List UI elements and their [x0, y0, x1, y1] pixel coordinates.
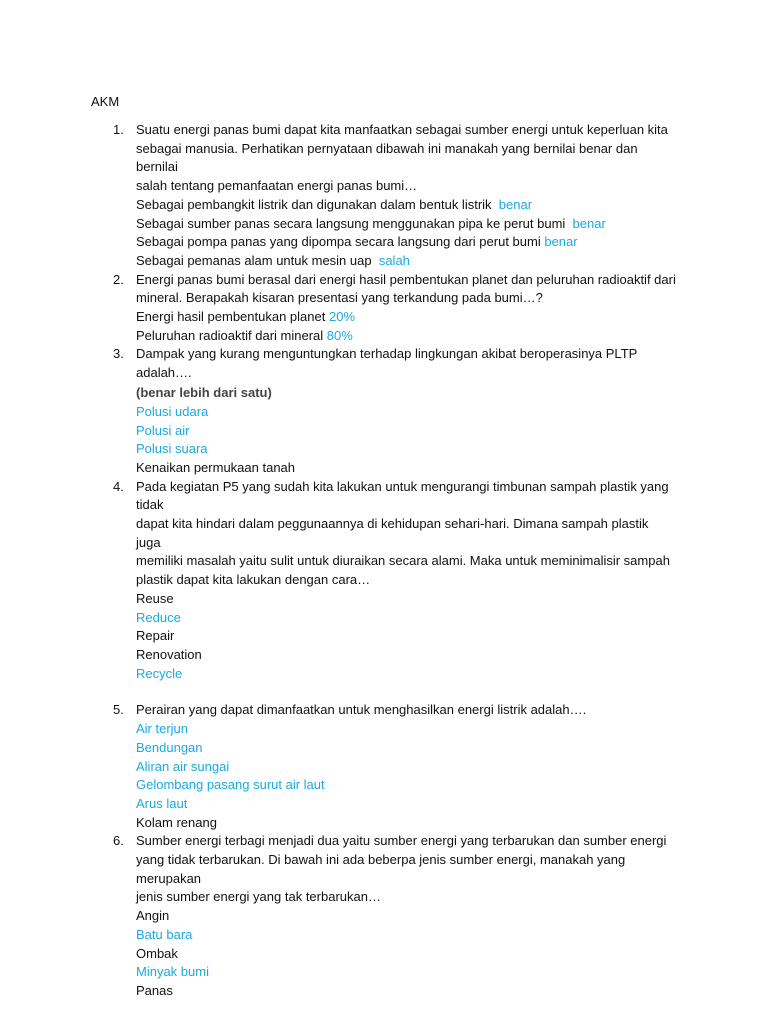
- question-line: yang tidak terbarukan. Di bawah ini ada beberpa jenis sumber energi, manakah yang merupakan: [136, 852, 626, 886]
- option-item: Reduce: [136, 609, 181, 625]
- answer-label: 20%: [328, 309, 356, 325]
- statement-item: [136, 252, 676, 271]
- option-item: Bendungan: [136, 739, 203, 755]
- option-item: Kenaikan permukaan tanah: [136, 459, 296, 475]
- question-line: mineral. Berapakah kisaran presentasi yang terkandung pada bumi…?: [136, 290, 543, 306]
- option-item: Recycle: [136, 665, 183, 681]
- question-5: [0, 701, 676, 832]
- option-item: Repair: [136, 628, 175, 644]
- option-item: Air terjun: [136, 721, 189, 737]
- option-item: Batu bara: [136, 926, 193, 942]
- question-line: Energi panas bumi berasal dari energi hasil pembentukan planet dan peluruhan radioaktif dari: [136, 271, 676, 287]
- question-line: salah tentang pemanfaatan energi panas bumi…: [136, 178, 418, 194]
- question-text: [136, 345, 676, 382]
- paragraph-gap: [0, 683, 768, 701]
- question-number: 1.: [113, 122, 124, 137]
- statement-text: Sebagai pompa panas yang dipompa secara langsung dari perut bumi: [136, 234, 541, 250]
- statement-item: [136, 233, 676, 252]
- statement-item: [136, 196, 676, 215]
- question-line: sebagai manusia. Perhatikan pernyataan dibawah ini manakah yang bernilai benar dan bernilai: [136, 140, 638, 175]
- statement-text: Peluruhan radioaktif dari mineral: [136, 327, 324, 343]
- question-2: [0, 271, 676, 346]
- option-item: Gelombang pasang surut air laut: [136, 777, 325, 793]
- question-text: [136, 701, 676, 720]
- question-text: [136, 271, 676, 308]
- question-note: (benar lebih dari satu): [136, 384, 272, 400]
- option-item: Reuse: [136, 590, 174, 606]
- question-line: Perairan yang dapat dimanfaatkan untuk menghasilkan energi listrik adalah….: [136, 702, 587, 718]
- answer-label: benar: [572, 215, 606, 231]
- option-item: Minyak bumi: [136, 964, 209, 980]
- answer-label: salah: [378, 252, 410, 268]
- answer-label: 80%: [326, 327, 353, 343]
- question-6: [0, 832, 676, 1000]
- option-item: Angin: [136, 908, 170, 924]
- statement-item: [136, 327, 676, 346]
- answer-label: benar: [498, 196, 533, 212]
- question-text: [136, 832, 676, 907]
- option-item: Polusi suara: [136, 441, 208, 457]
- question-number: 2.: [113, 271, 124, 287]
- option-item: Aliran air sungai: [136, 758, 230, 774]
- question-line: jenis sumber energi yang tak terbarukan…: [136, 889, 381, 905]
- question-3: [0, 345, 676, 477]
- option-item: Renovation: [136, 646, 202, 662]
- question-number: 4.: [113, 478, 124, 494]
- document-title: AKM: [91, 94, 120, 109]
- option-item: Polusi udara: [136, 403, 209, 419]
- statement-text: Sebagai sumber panas secara langsung menggunakan pipa ke perut bumi: [136, 215, 566, 231]
- statement-item: [136, 308, 676, 327]
- question-line: Sumber energi terbagi menjadi dua yaitu sumber energi yang terbarukan dan sumber energi: [136, 833, 667, 849]
- question-number: 3.: [113, 346, 124, 362]
- question-list: [0, 121, 768, 1001]
- option-item: Arus laut: [136, 795, 188, 811]
- question-line: Dampak yang kurang menguntungkan terhadap lingkungan akibat beroperasinya PLTP adalah….: [136, 346, 638, 381]
- question-line: Pada kegiatan P5 yang sudah kita lakukan untuk mengurangi timbunan sampah plastik yang tidak: [136, 478, 669, 513]
- question-line: memiliki masalah yaitu sulit untuk diuraikan secara alami. Maka untuk meminimalisir sampah: [136, 553, 670, 569]
- answer-label: benar: [544, 234, 578, 250]
- question-number: 6.: [113, 833, 124, 849]
- statement-item: [136, 215, 676, 234]
- option-item: Kolam renang: [136, 814, 217, 830]
- statement-text: Sebagai pembangkit listrik dan digunakan dalam bentuk listrik: [136, 196, 492, 212]
- option-item: Ombak: [136, 945, 178, 961]
- option-item: Polusi air: [136, 422, 190, 438]
- statement-text: Energi hasil pembentukan planet: [136, 309, 326, 325]
- statement-text: Sebagai pemanas alam untuk mesin uap: [136, 252, 372, 268]
- question-line: Suatu energi panas bumi dapat kita manfaatkan sebagai sumber energi untuk keperluan kita: [136, 122, 668, 137]
- option-item: Panas: [136, 982, 173, 998]
- question-line: dapat kita hindari dalam peggunaannya di kehidupan sehari-hari. Dimana sampah plastik juga: [136, 516, 649, 550]
- question-line: plastik dapat kita lakukan dengan cara…: [136, 572, 371, 588]
- question-4: [0, 478, 676, 684]
- question-number: 5.: [113, 702, 124, 718]
- question-text: [136, 478, 676, 590]
- question-text: [136, 121, 676, 196]
- question-1: [0, 121, 676, 271]
